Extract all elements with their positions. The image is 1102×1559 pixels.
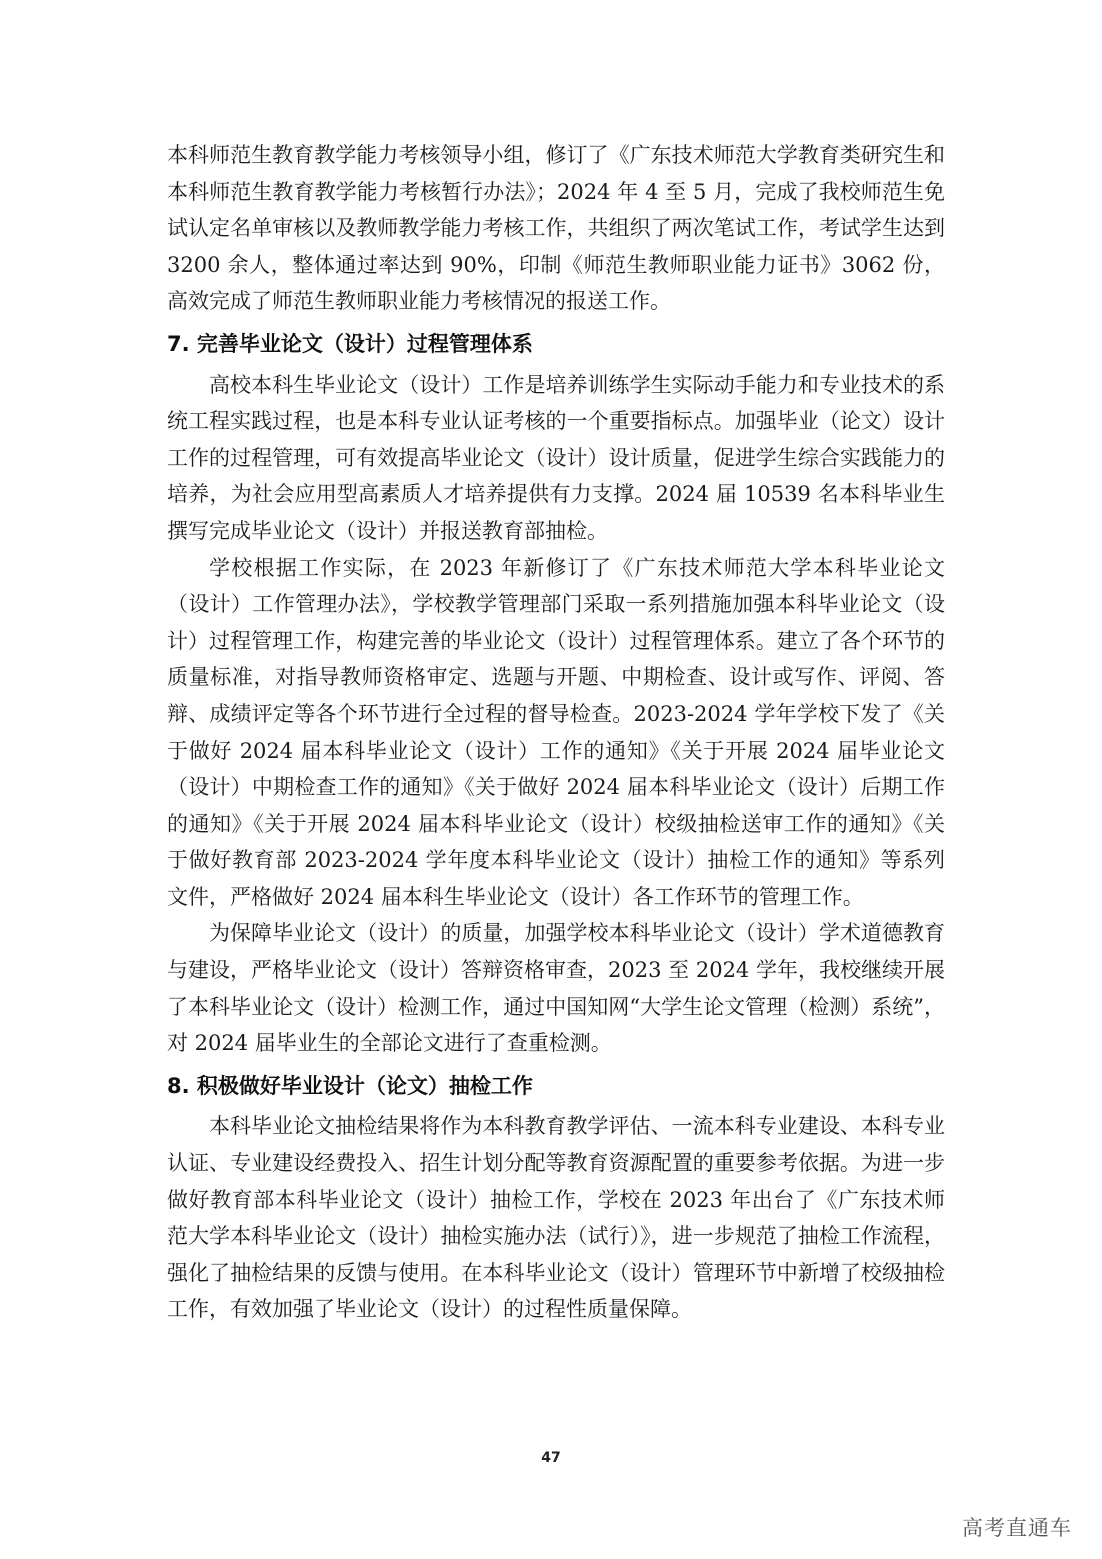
section-7-paragraph-1: 高校本科生毕业论文（设计）工作是培养训练学生实际动手能力和专业技术的系统工程实践过程，也是本科专业认证考核的一个重要指标点。加强毕业（论文）设计工作的过程管理，可有效提高毕业论文（设计）设计质量，促进学生综合实践能力的培养，为社会应用型高素质人才培养提供有力支撑。2024 届 10539 名本科毕业生撰写完成毕业论文（设计）并报送教育部抽检。 [167,372,945,543]
watermark-text: 高考直通车 [962,1516,1072,1540]
section-8-paragraph-1: 本科毕业论文抽检结果将作为本科教育教学评估、一流本科专业建设、本科专业认证、专业建设经费投入、招生计划分配等教育资源配置的重要参考依据。为进一步做好教育部本科毕业论文（设计）抽检工作，学校在 2023 年出台了《广东技术师范大学本科毕业论文（设计）抽检实施办法（试行）》，进一步规范了抽检工作流程，强化了抽检结果的反馈与使用。在本科毕业论文（设计）管理环节中新增了校级抽检工作，有效加强了毕业论文（设计）的过程性质量保障。 [167,1114,945,1322]
document-page [167,137,945,1328]
section-7-paragraph-2: 学校根据工作实际，在 2023 年新修订了《广东技术师范大学本科毕业论文（设计）工作管理办法》，学校教学管理部门采取一系列措施加强本科毕业论文（设计）过程管理工作，构建完善的毕业论文（设计）过程管理体系。建立了各个环节的质量标准，对指导教师资格审定、选题与开题、中期检查、设计或写作、评阅、答辩、成绩评定等各个环节进行全过程的督导检查。2023-2024 学年学校下发了《关于做好 2024 届本科毕业论文（设计）工作的通知》《关于开展 2024 届毕业论文（设计）中期检查工作的通知》《关于做好 2024 届本科毕业论文（设计）后期工作的通知》《关于开展 2024 届本科毕业论文（设计）校级抽检送审工作的通知》《关于做好教育部 2023-2024 学年度本科毕业论文（设计）抽检工作的通知》等系列文件，严格做好 2024 届本科生毕业论文（设计）各工作环节的管理工作。 [167,555,945,909]
page-number: 47 [541,1450,561,1466]
paragraph-continued: 本科师范生教育教学能力考核领导小组，修订了《广东技术师范大学教育类研究生和本科师范生教育教学能力考核暂行办法》；2024 年 4 至 5 月，完成了我校师范生免试认定名单审核以及教师教学能力考核工作，共组织了两次笔试工作，考试学生达到 3200 余人，整体通过率达到 90%，印制《师范生教师职业能力证书》3062 份，高效完成了师范生教师职业能力考核情况的报送工作。 [167,143,945,314]
section-7-heading: 7. 完善毕业论文（设计）过程管理体系 [167,331,533,356]
section-7-paragraph-3: 为保障毕业论文（设计）的质量，加强学校本科毕业论文（设计）学术道德教育与建设，严格毕业论文（设计）答辩资格审查，2023 至 2024 学年，我校继续开展了本科毕业论文（设计）检测工作，通过中国知网“大学生论文管理（检测）系统”，对 2024 届毕业生的全部论文进行了查重检测。 [167,921,945,1056]
section-8-heading: 8. 积极做好毕业设计（论文）抽检工作 [167,1073,533,1098]
